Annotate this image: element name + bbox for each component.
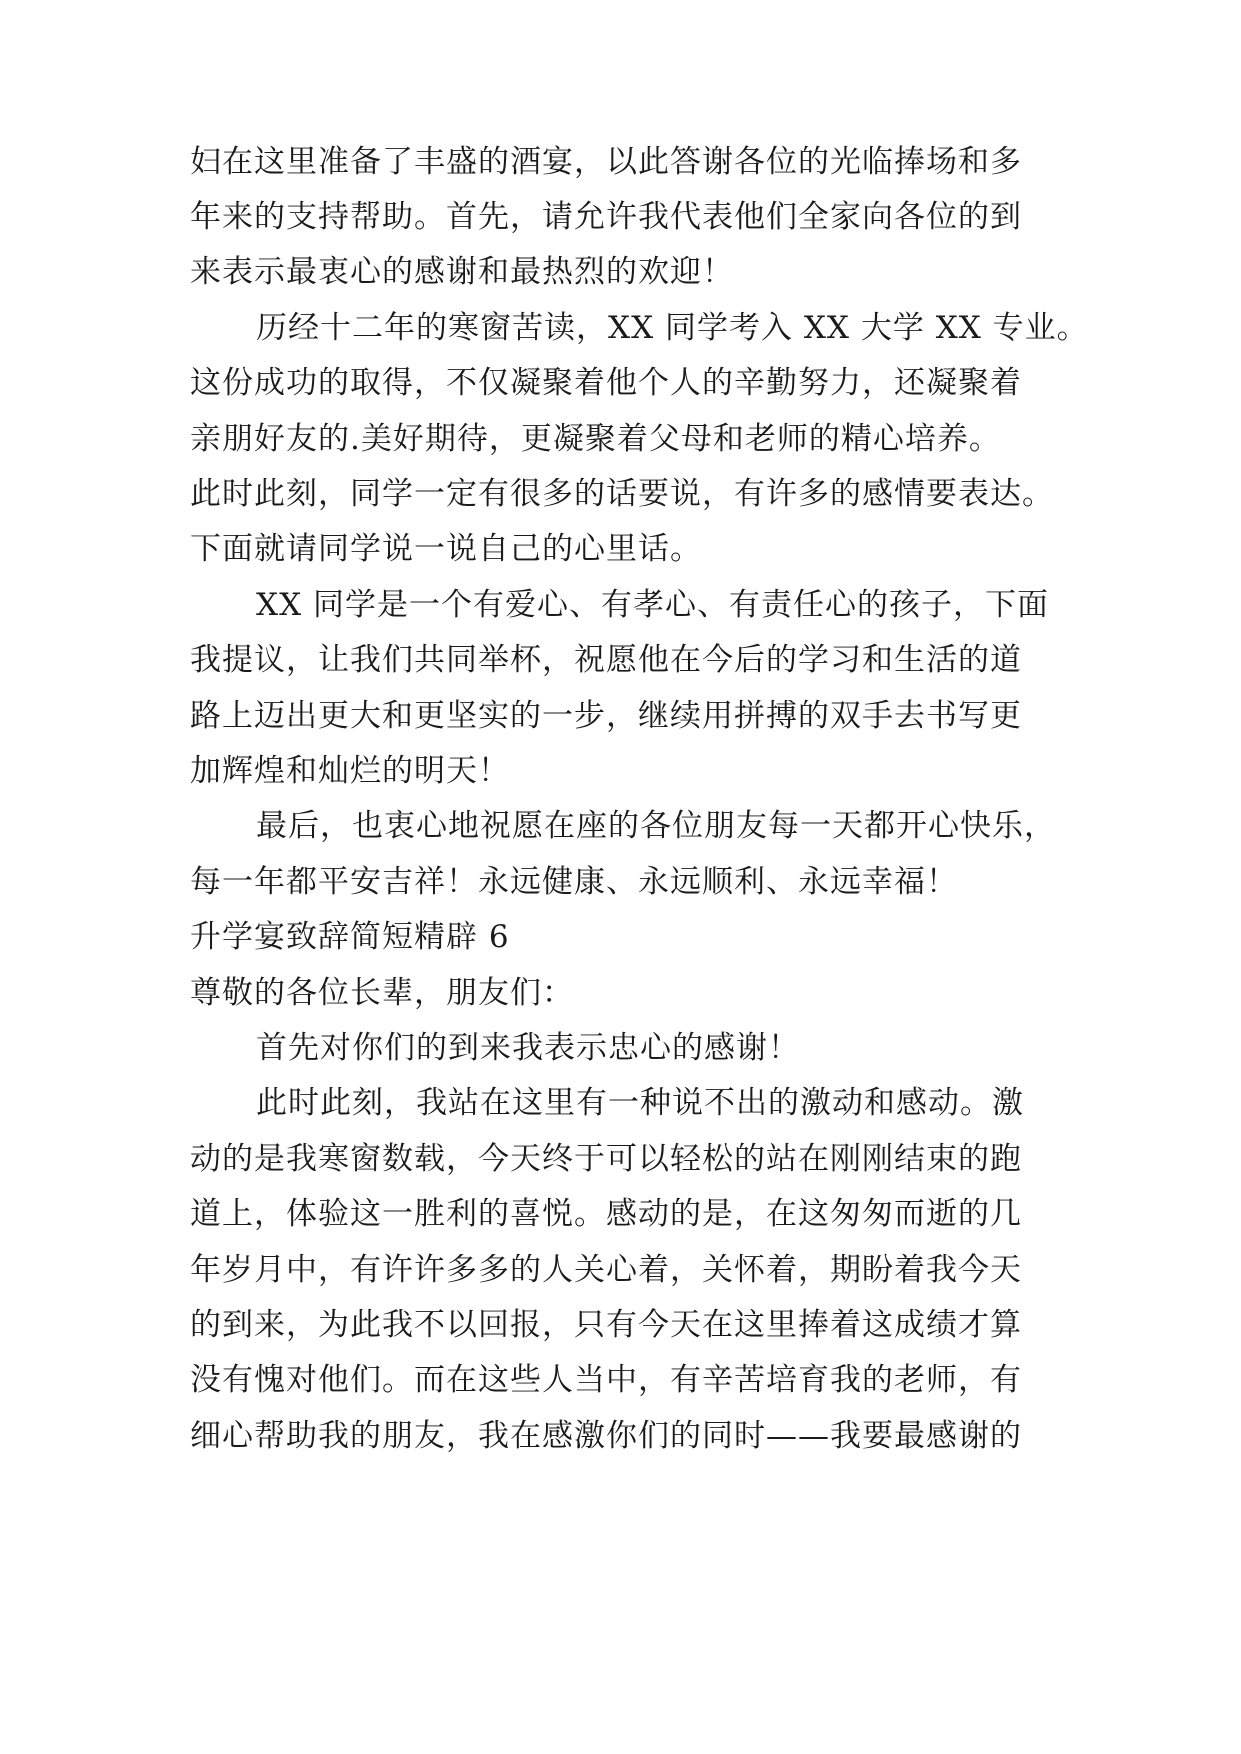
text-line: 来表示最衷心的感谢和最热烈的欢迎！: [190, 254, 734, 290]
text-line: 妇在这里准备了丰盛的酒宴，以此答谢各位的光临捧场和多: [190, 144, 1022, 180]
salutation: 尊敬的各位长辈，朋友们：: [190, 975, 574, 1011]
text-line: 加辉煌和灿烂的明天！: [190, 753, 510, 789]
paragraph-start: 首先对你们的到来我表示忠心的感谢！: [256, 1030, 800, 1066]
text-line: 的到来，为此我不以回报，只有今天在这里捧着这成绩才算: [190, 1307, 1022, 1343]
text-line: 细心帮助我的朋友，我在感激你们的同时——我要最感谢的: [190, 1418, 1022, 1454]
text-line: 下面就请同学说一说自己的心里话。: [190, 531, 702, 567]
paragraph-start: XX 同学是一个有爱心、有孝心、有责任心的孩子，下面: [256, 587, 1049, 623]
text-line: 每一年都平安吉祥！永远健康、永远顺利、永远幸福！: [190, 864, 958, 900]
paragraph-start: 历经十二年的寒窗苦读，XX 同学考入 XX 大学 XX 专业。: [256, 310, 1089, 346]
text-line: 年岁月中，有许许多多的人关心着，关怀着，期盼着我今天: [190, 1252, 1022, 1288]
text-line: 没有愧对他们。而在这些人当中，有辛苦培育我的老师，有: [190, 1362, 1022, 1398]
text-line: 路上迈出更大和更坚实的一步，继续用拼搏的双手去书写更: [190, 698, 1022, 734]
text-line: 这份成功的取得，不仅凝聚着他个人的辛勤努力，还凝聚着: [190, 365, 1022, 401]
section-title: 升学宴致辞简短精辟 6: [190, 919, 510, 955]
text-line: 动的是我寒窗数载，今天终于可以轻松的站在刚刚结束的跑: [190, 1141, 1022, 1177]
text-line: 我提议，让我们共同举杯，祝愿他在今后的学习和生活的道: [190, 642, 1022, 678]
text-line: 亲朋好友的.美好期待，更凝聚着父母和老师的精心培养。: [190, 421, 1001, 457]
paragraph-start: 最后，也衷心地祝愿在座的各位朋友每一天都开心快乐，: [256, 808, 1056, 844]
text-line: 年来的支持帮助。首先，请允许我代表他们全家向各位的到: [190, 199, 1022, 235]
text-line: 道上，体验这一胜利的喜悦。感动的是，在这匆匆而逝的几: [190, 1196, 1022, 1232]
paragraph-start: 此时此刻，我站在这里有一种说不出的激动和感动。激: [256, 1085, 1024, 1121]
text-line: 此时此刻，同学一定有很多的话要说，有许多的感情要表达。: [190, 476, 1054, 512]
